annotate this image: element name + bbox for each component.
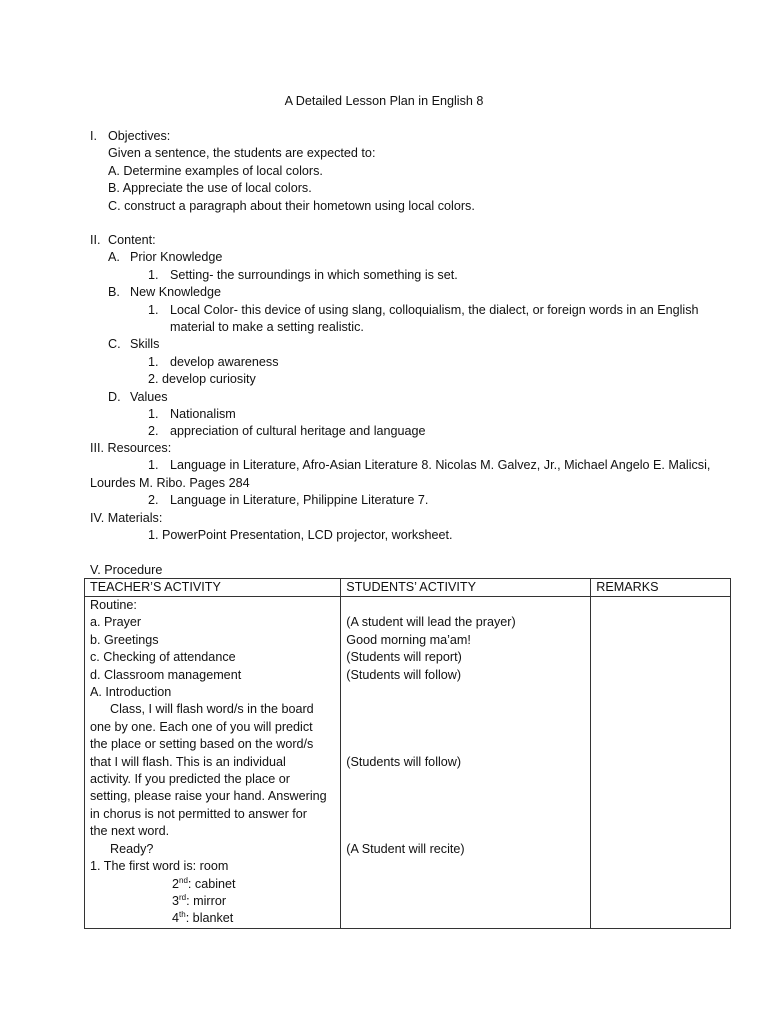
- instruction-line: that I will flash. This is an individual: [90, 754, 286, 769]
- ready-prompt: Ready?: [110, 841, 154, 856]
- student-response: (A Student will recite): [346, 841, 465, 856]
- student-response: Good morning ma’am!: [346, 632, 471, 647]
- content-section: [90, 232, 730, 441]
- introduction-label: A. Introduction: [90, 685, 172, 700]
- first-word-line: 1. The first word is: room: [90, 859, 229, 874]
- student-response: (Students will follow): [346, 667, 462, 682]
- content-item-b1: 1. Local Color- this device of using slang, colloquialism, the dialect, or foreign words in an English: [148, 302, 699, 317]
- student-response: (Students will report): [346, 650, 462, 665]
- content-item-d: D. Values: [108, 389, 168, 404]
- objectives-intro: Given a sentence, the students are expected to:: [108, 146, 376, 161]
- procedure-heading: V. Procedure: [90, 563, 163, 577]
- content-item-c2: 2. develop curiosity: [148, 372, 256, 387]
- objective-item: C. construct a paragraph about their hometown using local colors.: [108, 198, 475, 213]
- objective-item: A. Determine examples of local colors.: [108, 163, 323, 178]
- procedure-table: [84, 578, 731, 929]
- content-item-d1: 1. Nationalism: [148, 407, 236, 422]
- remarks-cell: [591, 597, 731, 929]
- instruction-line: activity. If you predicted the place or: [90, 772, 290, 787]
- student-response: (Students will follow): [346, 754, 462, 769]
- materials-heading: IV. Materials:: [90, 511, 163, 525]
- instruction-line: Class, I will flash word/s in the board: [110, 702, 314, 717]
- page-title: A Detailed Lesson Plan in English 8: [284, 94, 484, 108]
- routine-item: a. Prayer: [90, 615, 142, 630]
- word-item: 2nd: cabinet: [172, 875, 236, 891]
- routine-item: b. Greetings: [90, 632, 159, 647]
- instruction-line: the place or setting based on the word/s: [90, 737, 314, 752]
- materials-section: [90, 510, 730, 545]
- routine-item: c. Checking of attendance: [90, 650, 236, 665]
- column-header-students: STUDENTS’ ACTIVITY: [341, 579, 591, 597]
- objectives-section: [90, 128, 730, 215]
- table-header-row: [85, 579, 731, 597]
- word-item: 4th: blanket: [172, 910, 234, 926]
- student-response: (A student will lead the prayer): [346, 615, 516, 630]
- content-item-b1-cont: material to make a setting realistic.: [170, 320, 364, 335]
- resources-heading: III. Resources:: [90, 441, 172, 455]
- content-heading: II. Content:: [90, 233, 156, 247]
- instruction-line: one by one. Each one of you will predict: [90, 719, 313, 734]
- column-header-teacher: TEACHER’S ACTIVITY: [85, 579, 341, 597]
- routine-item: d. Classroom management: [90, 667, 242, 682]
- objective-item: B. Appreciate the use of local colors.: [108, 181, 312, 196]
- students-activity-cell: [341, 597, 591, 929]
- word-item: 3rd: mirror: [172, 892, 227, 908]
- resources-section: [90, 440, 730, 510]
- teacher-activity-cell: [85, 597, 341, 929]
- content-item-a1: 1. Setting- the surroundings in which something is set.: [148, 267, 458, 282]
- resource-item: 1. Language in Literature, Afro-Asian Literature 8. Nicolas M. Galvez, Jr., Michael Angelo E. Malicsi,: [148, 458, 711, 473]
- instruction-line: setting, please raise your hand. Answering: [90, 789, 327, 804]
- objectives-heading: I. Objectives:: [90, 129, 171, 143]
- content-item-a: A. Prior Knowledge: [108, 250, 223, 265]
- resource-item: 2. Language in Literature, Philippine Literature 7.: [148, 493, 429, 508]
- content-item-b: B. New Knowledge: [108, 285, 222, 300]
- content-item-d2: 2. appreciation of cultural heritage and language: [148, 424, 426, 439]
- table-row: [85, 597, 731, 929]
- column-header-remarks: REMARKS: [591, 579, 731, 597]
- content-item-c1: 1. develop awareness: [148, 354, 279, 369]
- resource-item-cont: Lourdes M. Ribo. Pages 284: [90, 475, 250, 490]
- content-item-c: C. Skills: [108, 337, 160, 352]
- instruction-line: the next word.: [90, 824, 170, 839]
- materials-item: 1. PowerPoint Presentation, LCD projector, worksheet.: [148, 528, 453, 543]
- instruction-line: in chorus is not permitted to answer for: [90, 806, 307, 821]
- routine-label: Routine:: [90, 598, 137, 612]
